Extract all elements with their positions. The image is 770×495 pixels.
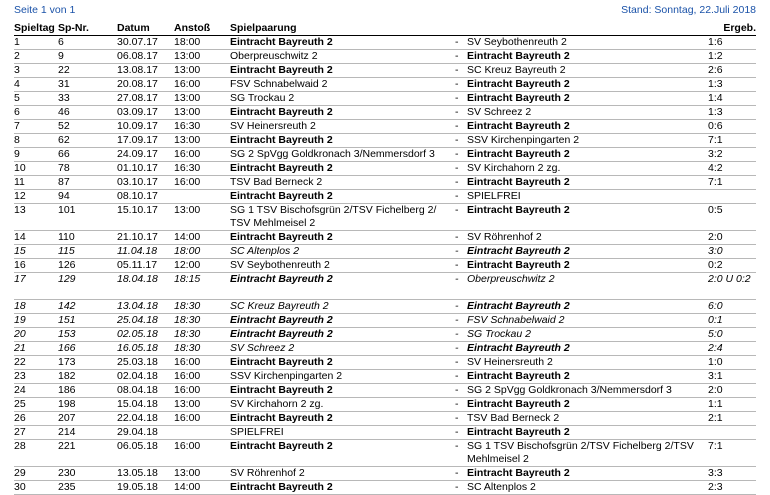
cell-separator: - [455,300,467,314]
cell-anstoss: 14:00 [174,481,230,495]
cell-ergebnis: 5:0 [702,328,756,342]
cell-spieltag: 1 [14,36,58,50]
cell-anstoss: 16:00 [174,370,230,384]
cell-anstoss: 18:30 [174,300,230,314]
cell-ergebnis: 2:0 U 0:2 [702,273,756,300]
cell-ergebnis: 1:0 [702,356,756,370]
cell-away-team: Eintracht Bayreuth 2 [467,245,702,259]
cell-away-team: Eintracht Bayreuth 2 [467,467,702,481]
cell-anstoss: 16:00 [174,78,230,92]
cell-datum: 05.11.17 [117,259,174,273]
cell-separator: - [455,314,467,328]
cell-separator: - [455,204,467,231]
cell-separator: - [455,398,467,412]
cell-spnr: 22 [58,64,117,78]
cell-anstoss: 16:00 [174,176,230,190]
cell-separator: - [455,162,467,176]
table-row [14,384,756,398]
cell-anstoss: 13:00 [174,50,230,64]
cell-away-team: SPIELFREI [467,190,702,204]
cell-anstoss: 16:00 [174,384,230,398]
cell-spnr: 182 [58,370,117,384]
cell-spieltag: 26 [14,412,58,426]
cell-datum: 25.03.18 [117,356,174,370]
cell-spieltag: 6 [14,106,58,120]
cell-anstoss: 14:00 [174,231,230,245]
cell-home-team: Eintracht Bayreuth 2 [230,190,455,204]
cell-separator: - [455,78,467,92]
cell-home-team: Eintracht Bayreuth 2 [230,106,455,120]
cell-anstoss [174,426,230,440]
cell-home-team: SV Röhrenhof 2 [230,467,455,481]
cell-ergebnis: 3:1 [702,370,756,384]
cell-spnr: 129 [58,273,117,300]
cell-separator: - [455,342,467,356]
cell-spnr: 110 [58,231,117,245]
cell-spnr: 151 [58,314,117,328]
cell-ergebnis: 3:2 [702,148,756,162]
cell-away-team: SG 1 TSV Bischofsgrün 2/TSV Fichelberg 2/TSV Mehlmeisel 2 [467,440,702,467]
table-row [14,148,756,162]
cell-anstoss: 18:30 [174,342,230,356]
cell-home-team: Oberpreuschwitz 2 [230,50,455,64]
cell-datum: 18.04.18 [117,273,174,300]
cell-ergebnis: 2:1 [702,412,756,426]
cell-anstoss: 18:00 [174,36,230,50]
cell-separator: - [455,440,467,467]
cell-spieltag: 22 [14,356,58,370]
cell-spieltag: 27 [14,426,58,440]
cell-spnr: 115 [58,245,117,259]
cell-spieltag: 10 [14,162,58,176]
cell-spnr: 235 [58,481,117,495]
table-row [14,300,756,314]
cell-spnr: 9 [58,50,117,64]
cell-ergebnis: 3:0 [702,245,756,259]
cell-home-team: Eintracht Bayreuth 2 [230,36,455,50]
cell-spnr: 142 [58,300,117,314]
cell-away-team: Eintracht Bayreuth 2 [467,50,702,64]
cell-anstoss: 16:00 [174,148,230,162]
cell-datum: 10.09.17 [117,120,174,134]
cell-separator: - [455,273,467,300]
cell-datum: 16.05.18 [117,342,174,356]
cell-ergebnis [702,190,756,204]
table-row [14,120,756,134]
cell-spieltag: 17 [14,273,58,300]
cell-spieltag: 12 [14,190,58,204]
cell-datum: 02.05.18 [117,328,174,342]
cell-spnr: 173 [58,356,117,370]
cell-ergebnis: 2:4 [702,342,756,356]
header-spnr: Sp-Nr. [58,22,117,36]
cell-anstoss: 12:00 [174,259,230,273]
cell-datum: 02.04.18 [117,370,174,384]
cell-ergebnis: 2:6 [702,64,756,78]
cell-away-team: SV Seybothenreuth 2 [467,36,702,50]
cell-spieltag: 16 [14,259,58,273]
cell-ergebnis: 0:1 [702,314,756,328]
cell-spieltag: 21 [14,342,58,356]
cell-ergebnis: 3:3 [702,467,756,481]
cell-away-team: FSV Schnabelwaid 2 [467,314,702,328]
cell-ergebnis: 1:6 [702,36,756,50]
cell-spnr: 214 [58,426,117,440]
cell-away-team: Eintracht Bayreuth 2 [467,370,702,384]
cell-anstoss: 16:30 [174,162,230,176]
cell-spieltag: 9 [14,148,58,162]
cell-ergebnis: 1:3 [702,106,756,120]
table-row [14,231,756,245]
cell-separator: - [455,36,467,50]
page-header [14,4,756,18]
table-row [14,342,756,356]
cell-datum: 24.09.17 [117,148,174,162]
cell-away-team: SC Altenplos 2 [467,481,702,495]
cell-anstoss: 16:00 [174,356,230,370]
cell-separator: - [455,412,467,426]
cell-spieltag: 11 [14,176,58,190]
cell-separator: - [455,481,467,495]
cell-datum: 08.10.17 [117,190,174,204]
cell-anstoss: 13:00 [174,134,230,148]
cell-away-team: Eintracht Bayreuth 2 [467,342,702,356]
cell-spnr: 62 [58,134,117,148]
cell-spieltag: 25 [14,398,58,412]
cell-separator: - [455,134,467,148]
cell-anstoss: 13:00 [174,398,230,412]
cell-home-team: Eintracht Bayreuth 2 [230,440,455,467]
cell-separator: - [455,231,467,245]
cell-away-team: SV Schreez 2 [467,106,702,120]
cell-spieltag: 24 [14,384,58,398]
table-row [14,78,756,92]
cell-datum: 01.10.17 [117,162,174,176]
cell-spieltag: 7 [14,120,58,134]
cell-separator: - [455,370,467,384]
cell-away-team: Eintracht Bayreuth 2 [467,426,702,440]
fixture-rows [14,36,756,495]
cell-away-team: SSV Kirchenpingarten 2 [467,134,702,148]
cell-separator: - [455,384,467,398]
cell-datum: 06.08.17 [117,50,174,64]
table-row [14,36,756,50]
cell-away-team: Eintracht Bayreuth 2 [467,204,702,231]
cell-datum: 13.05.18 [117,467,174,481]
cell-anstoss: 16:00 [174,412,230,426]
cell-ergebnis: 2:3 [702,481,756,495]
cell-spieltag: 4 [14,78,58,92]
cell-spnr: 94 [58,190,117,204]
status-date: Stand: Sonntag, 22.Juli 2018 [621,4,756,16]
header-datum: Datum [117,22,174,36]
cell-anstoss: 16:00 [174,440,230,467]
table-row [14,134,756,148]
cell-home-team: Eintracht Bayreuth 2 [230,134,455,148]
cell-away-team: Eintracht Bayreuth 2 [467,148,702,162]
cell-anstoss: 18:30 [174,314,230,328]
cell-ergebnis: 1:2 [702,50,756,64]
cell-datum: 20.08.17 [117,78,174,92]
cell-away-team: SV Röhrenhof 2 [467,231,702,245]
cell-separator: - [455,64,467,78]
cell-away-team: Eintracht Bayreuth 2 [467,398,702,412]
cell-anstoss [174,190,230,204]
cell-datum: 03.10.17 [117,176,174,190]
cell-ergebnis: 6:0 [702,300,756,314]
cell-ergebnis: 7:1 [702,134,756,148]
table-row [14,370,756,384]
cell-away-team: SC Kreuz Bayreuth 2 [467,64,702,78]
table-row [14,162,756,176]
cell-anstoss: 18:15 [174,273,230,300]
cell-spieltag: 8 [14,134,58,148]
cell-home-team: SG Trockau 2 [230,92,455,106]
cell-ergebnis: 2:0 [702,231,756,245]
cell-separator: - [455,176,467,190]
cell-spnr: 31 [58,78,117,92]
cell-ergebnis: 1:1 [702,398,756,412]
cell-anstoss: 13:00 [174,204,230,231]
cell-ergebnis: 0:2 [702,259,756,273]
cell-anstoss: 18:30 [174,328,230,342]
cell-spnr: 126 [58,259,117,273]
cell-datum: 21.10.17 [117,231,174,245]
cell-away-team: SV Kirchahorn 2 zg. [467,162,702,176]
cell-separator: - [455,50,467,64]
cell-datum: 06.05.18 [117,440,174,467]
cell-ergebnis [702,426,756,440]
cell-spnr: 78 [58,162,117,176]
cell-anstoss: 13:00 [174,92,230,106]
table-row [14,92,756,106]
cell-away-team: SV Heinersreuth 2 [467,356,702,370]
cell-home-team: SV Seybothenreuth 2 [230,259,455,273]
cell-away-team: Eintracht Bayreuth 2 [467,92,702,106]
header-ergebnis: Ergeb. [702,22,756,36]
cell-home-team: Eintracht Bayreuth 2 [230,356,455,370]
cell-datum: 27.08.17 [117,92,174,106]
cell-away-team: Eintracht Bayreuth 2 [467,300,702,314]
cell-spieltag: 23 [14,370,58,384]
cell-datum: 29.04.18 [117,426,174,440]
cell-spieltag: 28 [14,440,58,467]
cell-home-team: Eintracht Bayreuth 2 [230,231,455,245]
cell-spnr: 46 [58,106,117,120]
cell-home-team: Eintracht Bayreuth 2 [230,314,455,328]
cell-home-team: FSV Schnabelwaid 2 [230,78,455,92]
cell-home-team: SSV Kirchenpingarten 2 [230,370,455,384]
cell-ergebnis: 1:4 [702,92,756,106]
cell-spieltag: 3 [14,64,58,78]
cell-home-team: SC Altenplos 2 [230,245,455,259]
cell-separator: - [455,120,467,134]
cell-anstoss: 13:00 [174,64,230,78]
cell-spnr: 101 [58,204,117,231]
cell-home-team: Eintracht Bayreuth 2 [230,481,455,495]
cell-spieltag: 30 [14,481,58,495]
cell-ergebnis: 0:6 [702,120,756,134]
cell-home-team: SC Kreuz Bayreuth 2 [230,300,455,314]
cell-home-team: Eintracht Bayreuth 2 [230,412,455,426]
table-row [14,50,756,64]
cell-home-team: Eintracht Bayreuth 2 [230,64,455,78]
table-row [14,328,756,342]
cell-home-team: Eintracht Bayreuth 2 [230,273,455,300]
cell-home-team: Eintracht Bayreuth 2 [230,328,455,342]
table-row [14,356,756,370]
cell-spnr: 6 [58,36,117,50]
cell-spnr: 221 [58,440,117,467]
cell-spieltag: 20 [14,328,58,342]
cell-anstoss: 16:30 [174,120,230,134]
cell-home-team: Eintracht Bayreuth 2 [230,384,455,398]
table-row [14,204,756,231]
cell-spieltag: 19 [14,314,58,328]
cell-home-team: SG 2 SpVgg Goldkronach 3/Nemmersdorf 3 [230,148,455,162]
table-row [14,106,756,120]
cell-away-team: Eintracht Bayreuth 2 [467,176,702,190]
table-row [14,190,756,204]
cell-away-team: Eintracht Bayreuth 2 [467,78,702,92]
table-row [14,467,756,481]
cell-ergebnis: 0:5 [702,204,756,231]
cell-spnr: 230 [58,467,117,481]
table-row [14,314,756,328]
cell-datum: 30.07.17 [117,36,174,50]
cell-spnr: 52 [58,120,117,134]
cell-home-team: SPIELFREI [230,426,455,440]
cell-datum: 08.04.18 [117,384,174,398]
cell-separator: - [455,92,467,106]
cell-home-team: SV Schreez 2 [230,342,455,356]
cell-spnr: 198 [58,398,117,412]
cell-away-team: Eintracht Bayreuth 2 [467,120,702,134]
cell-separator: - [455,426,467,440]
cell-spnr: 66 [58,148,117,162]
cell-spieltag: 13 [14,204,58,231]
cell-spieltag: 15 [14,245,58,259]
cell-separator: - [455,245,467,259]
cell-anstoss: 18:00 [174,245,230,259]
cell-ergebnis: 2:0 [702,384,756,398]
cell-separator: - [455,356,467,370]
cell-datum: 19.05.18 [117,481,174,495]
table-row [14,481,756,495]
cell-separator: - [455,467,467,481]
cell-home-team: SG 1 TSV Bischofsgrün 2/TSV Fichelberg 2/ TSV Mehlmeisel 2 [230,204,455,231]
cell-home-team: Eintracht Bayreuth 2 [230,162,455,176]
cell-away-team: Eintracht Bayreuth 2 [467,259,702,273]
cell-ergebnis: 7:1 [702,176,756,190]
cell-datum: 11.04.18 [117,245,174,259]
cell-away-team: TSV Bad Berneck 2 [467,412,702,426]
cell-spnr: 207 [58,412,117,426]
table-row [14,273,756,300]
cell-ergebnis: 7:1 [702,440,756,467]
cell-spnr: 87 [58,176,117,190]
cell-away-team: SG Trockau 2 [467,328,702,342]
cell-separator: - [455,148,467,162]
cell-anstoss: 13:00 [174,467,230,481]
cell-datum: 15.10.17 [117,204,174,231]
cell-spnr: 186 [58,384,117,398]
cell-spieltag: 14 [14,231,58,245]
table-row [14,440,756,467]
cell-away-team: Oberpreuschwitz 2 [467,273,702,300]
cell-ergebnis: 4:2 [702,162,756,176]
cell-datum: 15.04.18 [117,398,174,412]
fixture-table [14,22,756,495]
cell-separator: - [455,106,467,120]
header-spielpaarung: Spielpaarung [230,22,702,36]
header-spieltag: Spieltag [14,22,58,36]
table-row [14,245,756,259]
cell-datum: 22.04.18 [117,412,174,426]
cell-datum: 17.09.17 [117,134,174,148]
table-row [14,398,756,412]
cell-separator: - [455,328,467,342]
cell-spnr: 166 [58,342,117,356]
cell-spieltag: 29 [14,467,58,481]
table-row [14,426,756,440]
cell-spnr: 33 [58,92,117,106]
table-header-row [14,22,756,36]
cell-datum: 13.08.17 [117,64,174,78]
cell-spieltag: 2 [14,50,58,64]
cell-home-team: TSV Bad Berneck 2 [230,176,455,190]
table-row [14,412,756,426]
cell-away-team: SG 2 SpVgg Goldkronach 3/Nemmersdorf 3 [467,384,702,398]
cell-separator: - [455,190,467,204]
cell-separator: - [455,259,467,273]
table-row [14,64,756,78]
cell-spnr: 153 [58,328,117,342]
cell-home-team: SV Heinersreuth 2 [230,120,455,134]
cell-datum: 13.04.18 [117,300,174,314]
table-row [14,176,756,190]
cell-spieltag: 18 [14,300,58,314]
cell-home-team: SV Kirchahorn 2 zg. [230,398,455,412]
cell-spieltag: 5 [14,92,58,106]
header-anstoss: Anstoß [174,22,230,36]
table-row [14,259,756,273]
cell-ergebnis: 1:3 [702,78,756,92]
cell-anstoss: 13:00 [174,106,230,120]
page-label: Seite 1 von 1 [14,4,76,16]
cell-datum: 25.04.18 [117,314,174,328]
cell-datum: 03.09.17 [117,106,174,120]
